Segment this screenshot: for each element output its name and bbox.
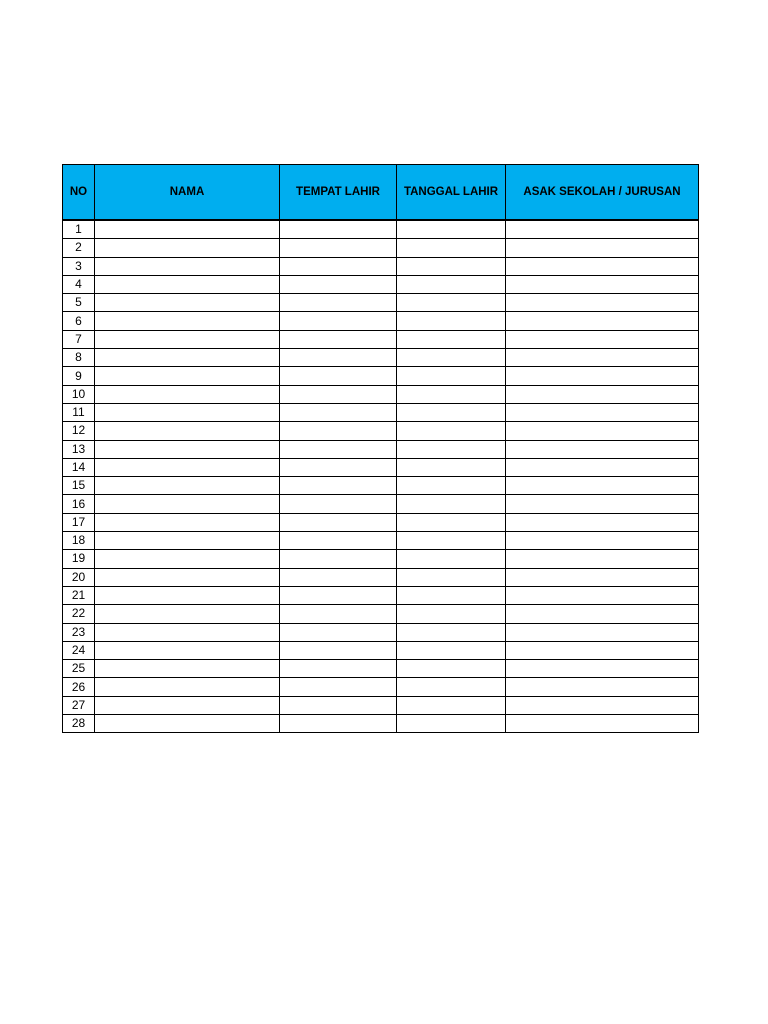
cell-nama[interactable]: [95, 367, 280, 385]
table-row: [63, 477, 699, 495]
cell-asal-sekolah[interactable]: [506, 220, 699, 239]
row-number: 28: [63, 715, 95, 733]
row-number: 3: [63, 257, 95, 275]
cell-asal-sekolah[interactable]: [506, 294, 699, 312]
cell-tanggal-lahir[interactable]: [397, 349, 506, 367]
cell-nama[interactable]: [95, 257, 280, 275]
cell-asal-sekolah[interactable]: [506, 623, 699, 641]
cell-asal-sekolah[interactable]: [506, 422, 699, 440]
cell-tempat-lahir[interactable]: [280, 568, 397, 586]
row-number: 19: [63, 550, 95, 568]
cell-asal-sekolah[interactable]: [506, 568, 699, 586]
table-row: [63, 220, 699, 239]
cell-nama[interactable]: [95, 220, 280, 239]
cell-tempat-lahir[interactable]: [280, 586, 397, 604]
cell-nama[interactable]: [95, 715, 280, 733]
row-number: 18: [63, 532, 95, 550]
table-row: [63, 715, 699, 733]
table-row: [63, 623, 699, 641]
cell-nama[interactable]: [95, 458, 280, 476]
table-row: [63, 349, 699, 367]
table-row: [63, 440, 699, 458]
row-number: 14: [63, 458, 95, 476]
cell-tempat-lahir[interactable]: [280, 440, 397, 458]
header-tempat-lahir: TEMPAT LAHIR: [280, 165, 397, 221]
cell-tanggal-lahir[interactable]: [397, 696, 506, 714]
cell-tempat-lahir[interactable]: [280, 349, 397, 367]
table-row: [63, 385, 699, 403]
row-number: 25: [63, 660, 95, 678]
cell-nama[interactable]: [95, 385, 280, 403]
cell-tanggal-lahir[interactable]: [397, 513, 506, 531]
cell-tanggal-lahir[interactable]: [397, 623, 506, 641]
table-row: [63, 312, 699, 330]
cell-tanggal-lahir[interactable]: [397, 477, 506, 495]
cell-tanggal-lahir[interactable]: [397, 586, 506, 604]
row-number: 16: [63, 495, 95, 513]
cell-tempat-lahir[interactable]: [280, 239, 397, 257]
cell-tempat-lahir[interactable]: [280, 605, 397, 623]
cell-nama[interactable]: [95, 532, 280, 550]
cell-tempat-lahir[interactable]: [280, 294, 397, 312]
table-body: [63, 220, 699, 733]
cell-tempat-lahir[interactable]: [280, 275, 397, 293]
cell-asal-sekolah[interactable]: [506, 458, 699, 476]
cell-asal-sekolah[interactable]: [506, 403, 699, 421]
cell-asal-sekolah[interactable]: [506, 660, 699, 678]
cell-tanggal-lahir[interactable]: [397, 257, 506, 275]
cell-nama[interactable]: [95, 477, 280, 495]
table-row: [63, 532, 699, 550]
row-number: 17: [63, 513, 95, 531]
cell-asal-sekolah[interactable]: [506, 275, 699, 293]
row-number: 2: [63, 239, 95, 257]
cell-tanggal-lahir[interactable]: [397, 660, 506, 678]
cell-asal-sekolah[interactable]: [506, 532, 699, 550]
cell-asal-sekolah[interactable]: [506, 349, 699, 367]
cell-nama[interactable]: [95, 568, 280, 586]
cell-asal-sekolah[interactable]: [506, 367, 699, 385]
row-number: 22: [63, 605, 95, 623]
cell-tanggal-lahir[interactable]: [397, 220, 506, 239]
table-row: [63, 605, 699, 623]
cell-tempat-lahir[interactable]: [280, 220, 397, 239]
cell-tanggal-lahir[interactable]: [397, 422, 506, 440]
cell-tempat-lahir[interactable]: [280, 330, 397, 348]
cell-tanggal-lahir[interactable]: [397, 568, 506, 586]
cell-asal-sekolah[interactable]: [506, 495, 699, 513]
cell-nama[interactable]: [95, 641, 280, 659]
cell-tempat-lahir[interactable]: [280, 385, 397, 403]
table-row: [63, 568, 699, 586]
cell-asal-sekolah[interactable]: [506, 477, 699, 495]
table-row: [63, 367, 699, 385]
cell-tempat-lahir[interactable]: [280, 422, 397, 440]
table-row: [63, 403, 699, 421]
cell-nama[interactable]: [95, 586, 280, 604]
cell-tanggal-lahir[interactable]: [397, 495, 506, 513]
cell-asal-sekolah[interactable]: [506, 678, 699, 696]
row-number: 8: [63, 349, 95, 367]
row-number: 23: [63, 623, 95, 641]
table-row: [63, 660, 699, 678]
cell-tempat-lahir[interactable]: [280, 641, 397, 659]
cell-tanggal-lahir[interactable]: [397, 239, 506, 257]
cell-nama[interactable]: [95, 660, 280, 678]
table-row: [63, 586, 699, 604]
cell-tempat-lahir[interactable]: [280, 660, 397, 678]
cell-tanggal-lahir[interactable]: [397, 330, 506, 348]
row-number: 27: [63, 696, 95, 714]
row-number: 9: [63, 367, 95, 385]
cell-nama[interactable]: [95, 239, 280, 257]
table-row: [63, 696, 699, 714]
header-tanggal-lahir: TANGGAL LAHIR: [397, 165, 506, 221]
cell-nama[interactable]: [95, 696, 280, 714]
table-header: [63, 165, 699, 221]
header-row: [63, 165, 699, 221]
cell-tempat-lahir[interactable]: [280, 477, 397, 495]
row-number: 20: [63, 568, 95, 586]
cell-tempat-lahir[interactable]: [280, 403, 397, 421]
row-number: 5: [63, 294, 95, 312]
cell-tempat-lahir[interactable]: [280, 715, 397, 733]
table-row: [63, 294, 699, 312]
table-row: [63, 641, 699, 659]
row-number: 10: [63, 385, 95, 403]
table-row: [63, 495, 699, 513]
cell-tempat-lahir[interactable]: [280, 696, 397, 714]
cell-nama[interactable]: [95, 330, 280, 348]
table-row: [63, 458, 699, 476]
cell-tempat-lahir[interactable]: [280, 678, 397, 696]
cell-tempat-lahir[interactable]: [280, 513, 397, 531]
cell-asal-sekolah[interactable]: [506, 641, 699, 659]
row-number: 7: [63, 330, 95, 348]
row-number: 15: [63, 477, 95, 495]
table-row: [63, 330, 699, 348]
table-row: [63, 239, 699, 257]
cell-tanggal-lahir[interactable]: [397, 605, 506, 623]
cell-asal-sekolah[interactable]: [506, 312, 699, 330]
cell-asal-sekolah[interactable]: [506, 715, 699, 733]
cell-nama[interactable]: [95, 440, 280, 458]
cell-asal-sekolah[interactable]: [506, 330, 699, 348]
row-number: 24: [63, 641, 95, 659]
row-number: 12: [63, 422, 95, 440]
student-table: [62, 164, 699, 733]
cell-tempat-lahir[interactable]: [280, 495, 397, 513]
cell-asal-sekolah[interactable]: [506, 239, 699, 257]
cell-nama[interactable]: [95, 495, 280, 513]
table-row: [63, 513, 699, 531]
cell-tempat-lahir[interactable]: [280, 532, 397, 550]
cell-tempat-lahir[interactable]: [280, 623, 397, 641]
cell-asal-sekolah[interactable]: [506, 696, 699, 714]
cell-tanggal-lahir[interactable]: [397, 294, 506, 312]
cell-nama[interactable]: [95, 403, 280, 421]
cell-asal-sekolah[interactable]: [506, 605, 699, 623]
cell-nama[interactable]: [95, 294, 280, 312]
row-number: 13: [63, 440, 95, 458]
table-row: [63, 257, 699, 275]
table-row: [63, 550, 699, 568]
cell-tempat-lahir[interactable]: [280, 257, 397, 275]
cell-nama[interactable]: [95, 605, 280, 623]
row-number: 21: [63, 586, 95, 604]
cell-asal-sekolah[interactable]: [506, 586, 699, 604]
cell-nama[interactable]: [95, 513, 280, 531]
cell-tempat-lahir[interactable]: [280, 458, 397, 476]
form-sheet: [62, 164, 698, 733]
cell-asal-sekolah[interactable]: [506, 257, 699, 275]
cell-nama[interactable]: [95, 678, 280, 696]
cell-nama[interactable]: [95, 275, 280, 293]
cell-tempat-lahir[interactable]: [280, 550, 397, 568]
cell-tempat-lahir[interactable]: [280, 312, 397, 330]
row-number: 6: [63, 312, 95, 330]
cell-nama[interactable]: [95, 623, 280, 641]
cell-asal-sekolah[interactable]: [506, 550, 699, 568]
row-number: 11: [63, 403, 95, 421]
cell-tanggal-lahir[interactable]: [397, 367, 506, 385]
cell-tanggal-lahir[interactable]: [397, 678, 506, 696]
cell-nama[interactable]: [95, 312, 280, 330]
cell-tanggal-lahir[interactable]: [397, 641, 506, 659]
cell-tanggal-lahir[interactable]: [397, 403, 506, 421]
header-no: NO: [63, 165, 95, 221]
row-number: 26: [63, 678, 95, 696]
cell-tanggal-lahir[interactable]: [397, 532, 506, 550]
cell-nama[interactable]: [95, 422, 280, 440]
cell-asal-sekolah[interactable]: [506, 440, 699, 458]
cell-tanggal-lahir[interactable]: [397, 550, 506, 568]
cell-tanggal-lahir[interactable]: [397, 440, 506, 458]
row-number: 4: [63, 275, 95, 293]
table-row: [63, 422, 699, 440]
cell-asal-sekolah[interactable]: [506, 513, 699, 531]
header-asal-sekolah: ASAK SEKOLAH / JURUSAN: [506, 165, 699, 221]
cell-asal-sekolah[interactable]: [506, 385, 699, 403]
cell-tanggal-lahir[interactable]: [397, 458, 506, 476]
cell-tanggal-lahir[interactable]: [397, 312, 506, 330]
header-nama: NAMA: [95, 165, 280, 221]
cell-tanggal-lahir[interactable]: [397, 385, 506, 403]
cell-tempat-lahir[interactable]: [280, 367, 397, 385]
cell-nama[interactable]: [95, 349, 280, 367]
table-row: [63, 275, 699, 293]
cell-nama[interactable]: [95, 550, 280, 568]
cell-tanggal-lahir[interactable]: [397, 715, 506, 733]
table-row: [63, 678, 699, 696]
cell-tanggal-lahir[interactable]: [397, 275, 506, 293]
row-number: 1: [63, 220, 95, 239]
